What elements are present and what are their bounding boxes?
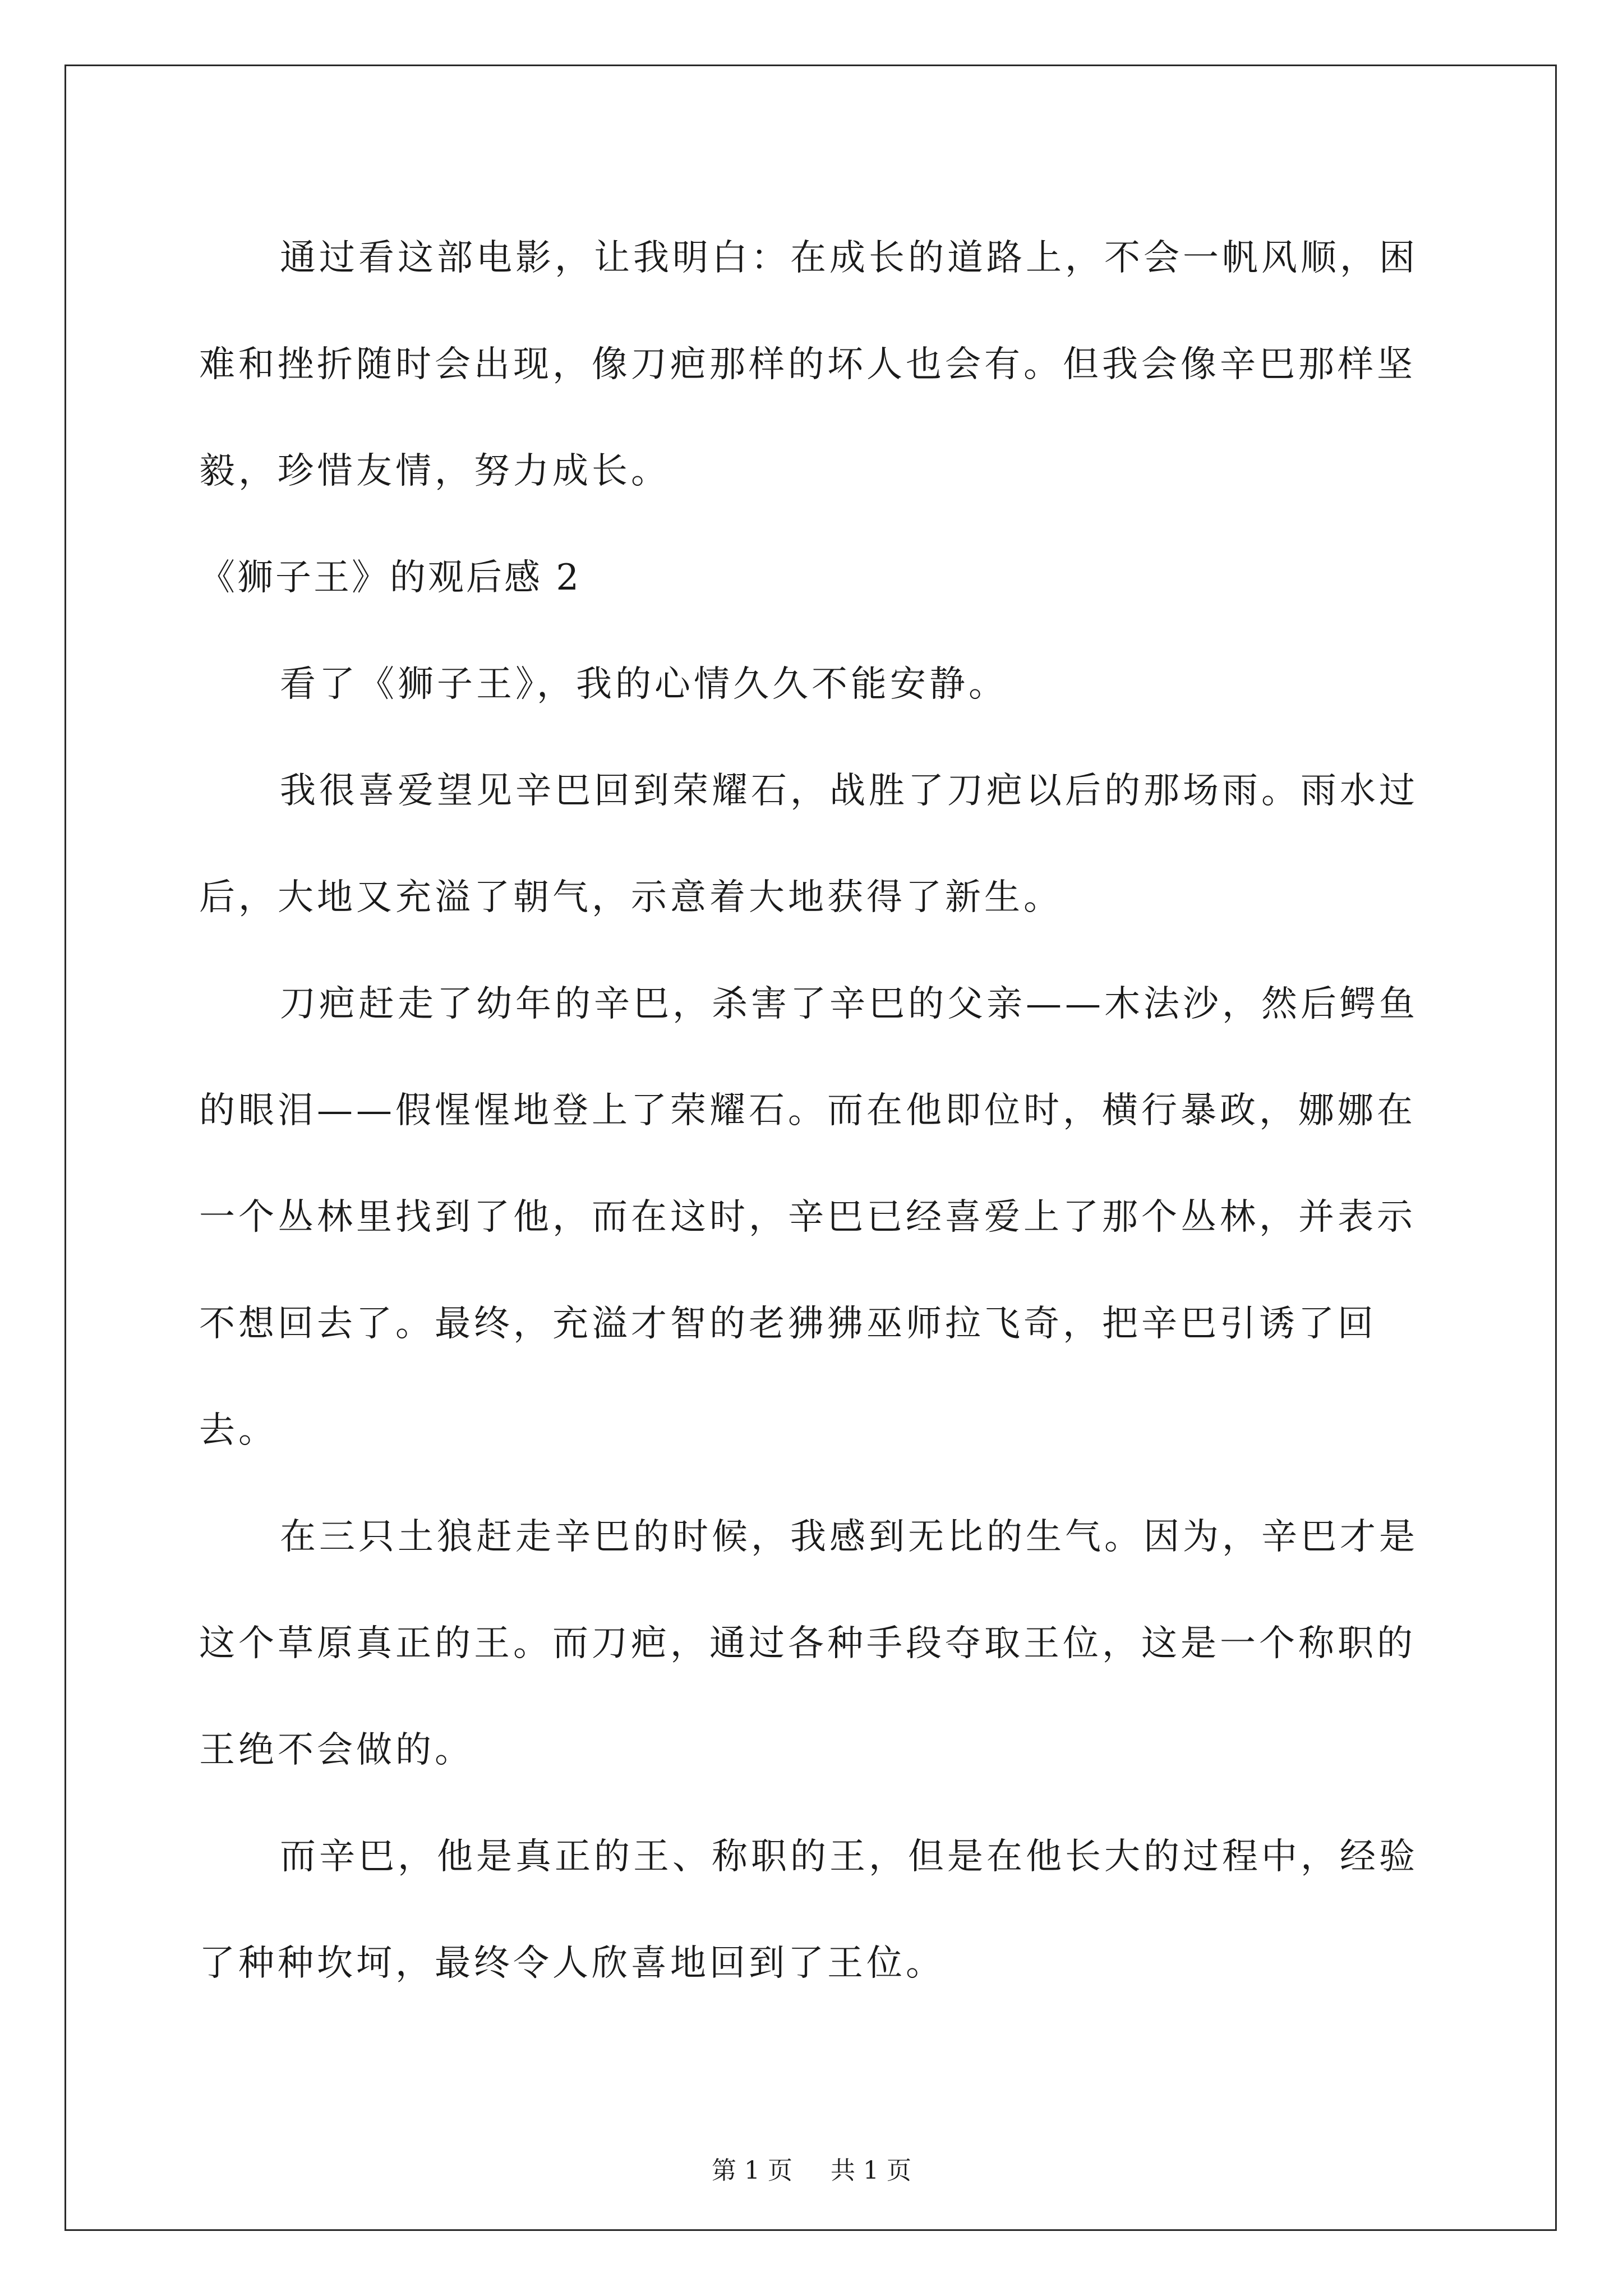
paragraph-simba: 而辛巴，他是真正的王、称职的王，但是在他长大的过程中，经验了种种坎坷，最终令人欣喜地回到了王位。 xyxy=(199,1836,1418,1984)
page-number: 第 1 页 xyxy=(712,2156,792,2185)
section-heading: 《狮子王》的观后感 2 xyxy=(199,557,582,599)
page-total: 共 1 页 xyxy=(831,2156,911,2185)
paragraph-rain: 我很喜爱望见辛巴回到荣耀石，战胜了刀疤以后的那场雨。雨水过后，大地又充溢了朝气，示意着大地获得了新生。 xyxy=(199,770,1418,918)
paragraph-conclusion: 通过看这部电影，让我明白：在成长的道路上，不会一帆风顺，困难和挫折随时会出现，像刀疤那样的坏人也会有。但我会像辛巴那样坚毅，珍惜友情，努力成长。 xyxy=(199,237,1418,492)
paragraph-intro: 看了《狮子王》，我的心情久久不能安静。 xyxy=(280,664,1008,705)
paragraph-hyenas: 在三只土狼赶走辛巴的时候，我感到无比的生气。因为，辛巴才是这个草原真正的王。而刀疤，通过各种手段夺取王位，这是一个称职的王绝不会做的。 xyxy=(199,1516,1418,1771)
document-body xyxy=(199,205,1424,2017)
paragraph-scar: 刀疤赶走了幼年的辛巴，杀害了辛巴的父亲——木法沙，然后鳄鱼的眼泪——假惺惺地登上了荣耀石。而在他即位时，横行暴政，娜娜在一个丛林里找到了他，而在这时，辛巴已经喜爱上了那个丛林，并表示不想回去了。最终，充溢才智的老狒狒巫师拉飞奇，把辛巴引诱了回去。 xyxy=(199,983,1418,1451)
page-footer xyxy=(0,2154,1623,2188)
